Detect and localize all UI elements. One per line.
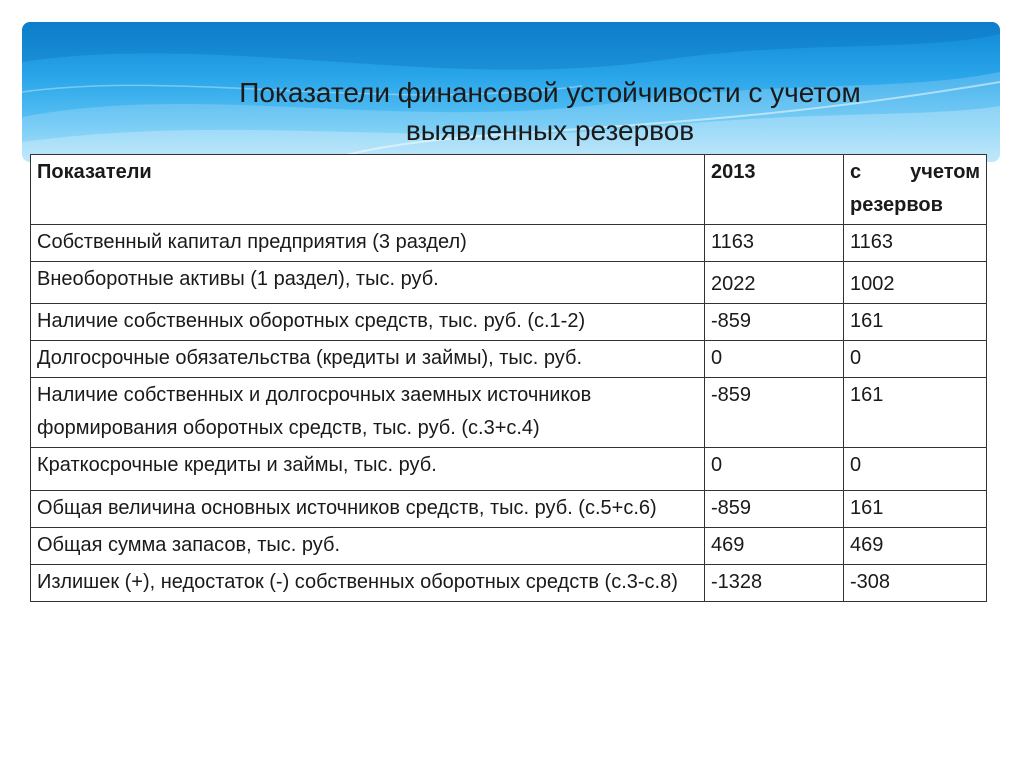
header-with-reserves-line-2: резервов <box>850 194 943 216</box>
header-with-reserves <box>844 155 987 225</box>
row-value-reserves: 161 <box>844 304 987 341</box>
table-row <box>31 448 987 491</box>
slide-title-line-1: Показатели финансовой устойчивости с учетом <box>239 77 861 108</box>
slide-title-line-2: выявленных резервов <box>405 115 695 146</box>
table-row <box>31 565 987 602</box>
row-value-2013: 2022 <box>705 262 844 304</box>
table-row <box>31 225 987 262</box>
row-value-2013: -859 <box>705 378 844 448</box>
row-value-reserves: 469 <box>844 528 987 565</box>
slide-title <box>120 74 980 150</box>
row-value-2013: -1328 <box>705 565 844 602</box>
row-value-reserves: 0 <box>844 448 987 491</box>
table-row <box>31 491 987 528</box>
table-row <box>31 378 987 448</box>
row-name: Внеоборотные активы (1 раздел), тыс. руб. <box>31 262 705 304</box>
row-name: Излишек (+), недостаток (-) собственных оборотных средств (с.3-с.8) <box>31 565 705 602</box>
row-value-reserves: 161 <box>844 491 987 528</box>
table-row <box>31 304 987 341</box>
row-value-2013: 0 <box>705 341 844 378</box>
row-name: Долгосрочные обязательства (кредиты и займы), тыс. руб. <box>31 341 705 378</box>
header-2013: 2013 <box>705 155 844 225</box>
header-with-reserves-line-1: с учетом <box>850 161 980 183</box>
row-name: Наличие собственных и долгосрочных заемных источников формирования оборотных средств, тыс. руб. (с.3+с.4) <box>31 378 705 448</box>
table-row <box>31 528 987 565</box>
table-row <box>31 341 987 378</box>
row-name: Наличие собственных оборотных средств, тыс. руб. (с.1-2) <box>31 304 705 341</box>
row-value-2013: 469 <box>705 528 844 565</box>
table-row <box>31 262 987 304</box>
row-value-2013: 1163 <box>705 225 844 262</box>
row-value-reserves: 1002 <box>844 262 987 304</box>
row-name: Собственный капитал предприятия (3 раздел) <box>31 225 705 262</box>
row-value-2013: 0 <box>705 448 844 491</box>
row-value-2013: -859 <box>705 304 844 341</box>
row-value-reserves: -308 <box>844 565 987 602</box>
row-name: Краткосрочные кредиты и займы, тыс. руб. <box>31 448 705 491</box>
header-indicators: Показатели <box>31 155 705 225</box>
row-value-reserves: 1163 <box>844 225 987 262</box>
row-value-2013: -859 <box>705 491 844 528</box>
row-value-reserves: 161 <box>844 378 987 448</box>
indicators-table <box>30 154 987 602</box>
row-name: Общая сумма запасов, тыс. руб. <box>31 528 705 565</box>
row-value-reserves: 0 <box>844 341 987 378</box>
table-header-row <box>31 155 987 225</box>
row-name: Общая величина основных источников средств, тыс. руб. (с.5+с.6) <box>31 491 705 528</box>
